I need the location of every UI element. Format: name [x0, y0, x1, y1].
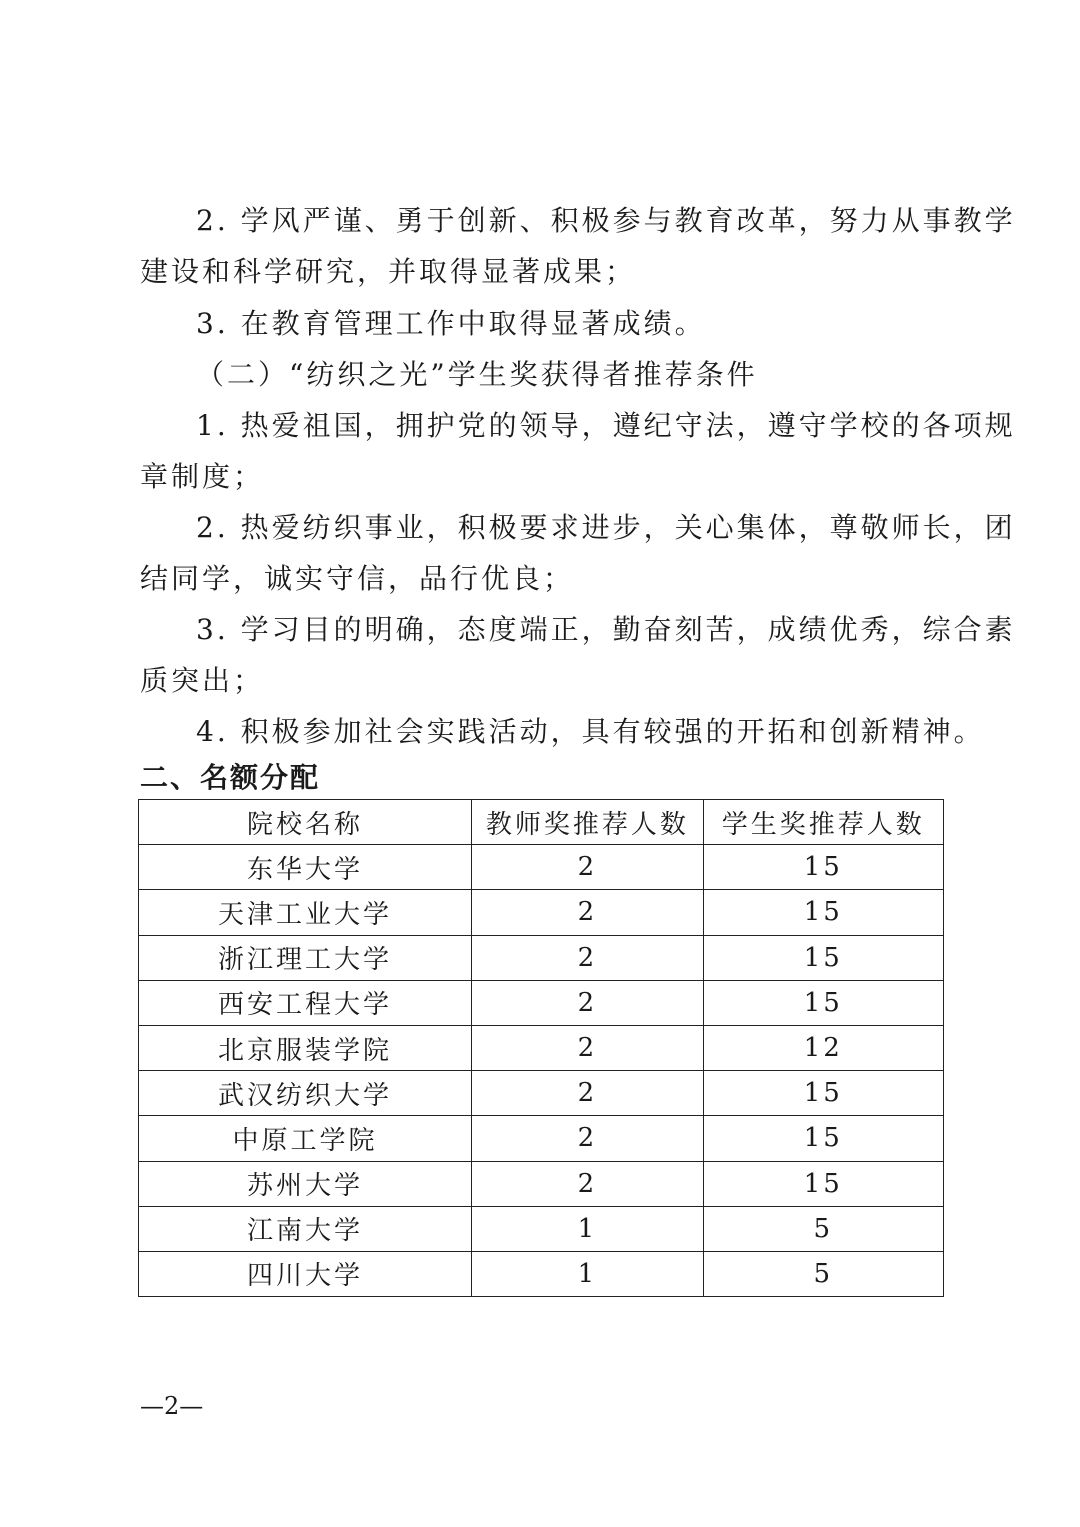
cell-student-count: 15 [703, 890, 943, 935]
cell-student-count: 5 [703, 1251, 943, 1296]
column-header-school: 院校名称 [139, 800, 472, 845]
table-row [139, 1025, 944, 1070]
column-header-student: 学生奖推荐人数 [703, 800, 943, 845]
cell-teacher-count: 2 [472, 935, 703, 980]
table-row [139, 890, 944, 935]
cell-student-count: 15 [703, 935, 943, 980]
page-number: —2— [140, 1392, 204, 1420]
table-row [139, 1206, 944, 1251]
cell-school: 西安工程大学 [139, 980, 472, 1025]
cell-school: 四川大学 [139, 1251, 472, 1296]
cell-school: 浙江理工大学 [139, 935, 472, 980]
table-row [139, 935, 944, 980]
cell-school: 苏州大学 [139, 1161, 472, 1206]
paragraph-line: 1. 热爱祖国，拥护党的领导，遵纪守法，遵守学校的各项规 [196, 409, 1016, 442]
paragraph-line: 章制度； [140, 460, 265, 493]
table-header-row [139, 800, 944, 845]
table-row [139, 845, 944, 890]
cell-teacher-count: 2 [472, 890, 703, 935]
cell-teacher-count: 2 [472, 1116, 703, 1161]
table-row [139, 1161, 944, 1206]
cell-teacher-count: 2 [472, 1025, 703, 1070]
cell-teacher-count: 2 [472, 845, 703, 890]
cell-student-count: 15 [703, 1161, 943, 1206]
quota-table [138, 799, 944, 1297]
cell-student-count: 15 [703, 845, 943, 890]
subheading-student-award: （二）“纺织之光”学生奖获得者推荐条件 [196, 358, 758, 391]
cell-student-count: 15 [703, 980, 943, 1025]
cell-student-count: 15 [703, 1071, 943, 1116]
table-row [139, 1116, 944, 1161]
cell-student-count: 15 [703, 1116, 943, 1161]
cell-teacher-count: 2 [472, 1071, 703, 1116]
paragraph-line: 2. 学风严谨、勇于创新、积极参与教育改革，努力从事教学 [196, 204, 1016, 237]
cell-school: 中原工学院 [139, 1116, 472, 1161]
paragraph-line: 结同学，诚实守信，品行优良； [140, 562, 575, 595]
cell-student-count: 5 [703, 1206, 943, 1251]
paragraph-line: 2. 热爱纺织事业，积极要求进步，关心集体，尊敬师长，团 [196, 511, 1016, 544]
cell-teacher-count: 1 [472, 1206, 703, 1251]
cell-school: 北京服装学院 [139, 1025, 472, 1070]
table-row [139, 980, 944, 1025]
paragraph-line: 3. 学习目的明确，态度端正，勤奋刻苦，成绩优秀，综合素 [196, 613, 1016, 646]
table-row [139, 1251, 944, 1296]
paragraph-line: 4. 积极参加社会实践活动，具有较强的开拓和创新精神。 [196, 715, 985, 748]
paragraph-line: 3. 在教育管理工作中取得显著成绩。 [196, 307, 706, 340]
cell-school: 江南大学 [139, 1206, 472, 1251]
paragraph-line: 建设和科学研究，并取得显著成果； [140, 255, 637, 288]
cell-school: 武汉纺织大学 [139, 1071, 472, 1116]
cell-student-count: 12 [703, 1025, 943, 1070]
column-header-teacher: 教师奖推荐人数 [472, 800, 703, 845]
paragraph-line: 质突出； [140, 664, 265, 697]
cell-teacher-count: 1 [472, 1251, 703, 1296]
section-heading: 二、名额分配 [140, 761, 321, 794]
cell-teacher-count: 2 [472, 1161, 703, 1206]
table-row [139, 1071, 944, 1116]
cell-school: 东华大学 [139, 845, 472, 890]
cell-school: 天津工业大学 [139, 890, 472, 935]
cell-teacher-count: 2 [472, 980, 703, 1025]
